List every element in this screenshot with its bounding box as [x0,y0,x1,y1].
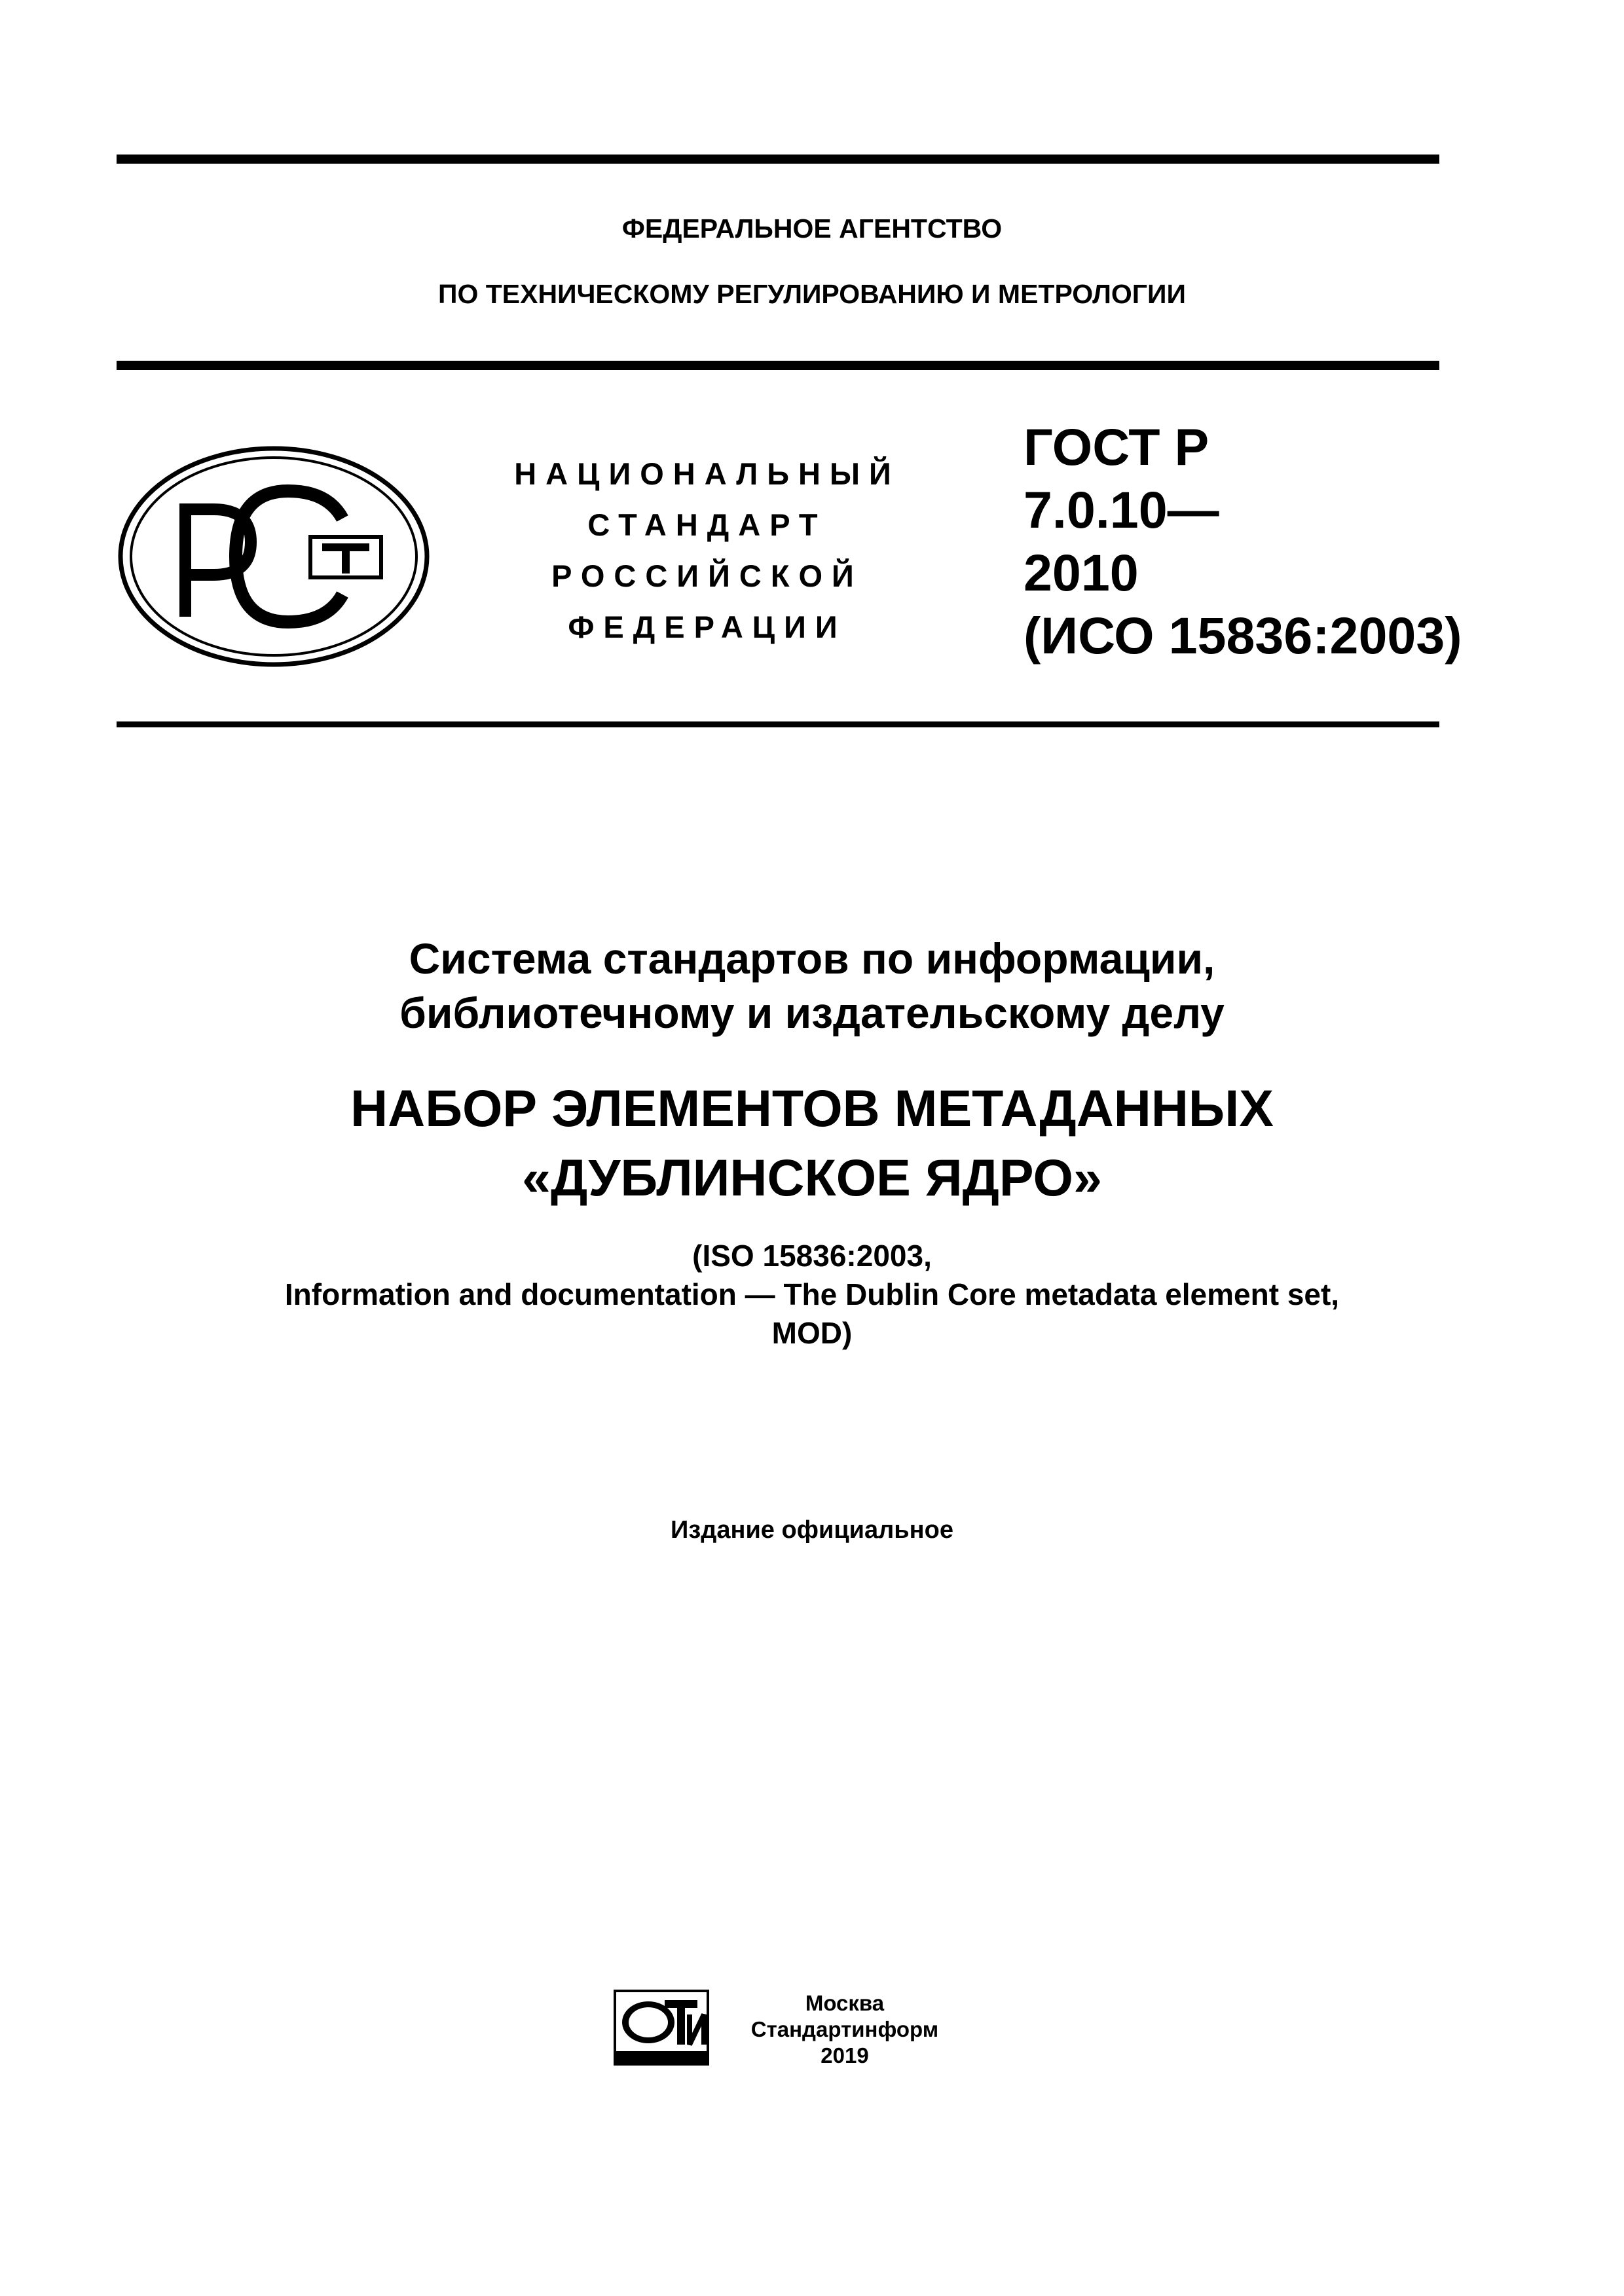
designation-line-1: ГОСТ Р [1024,418,1209,476]
series-title-line-1: Система стандартов по информации, [409,934,1215,983]
publisher-city: Москва [805,1991,885,2015]
main-title-line-2: «ДУБЛИНСКОЕ ЯДРО» [522,1148,1102,1207]
agency-rule [117,361,1439,370]
intl-standard-line-2: Information and documentation — The Dublin Core metadata element set, [284,1277,1340,1311]
rst-gost-mark-icon [117,445,431,668]
agency-line-2: ПО ТЕХНИЧЕСКОМУ РЕГУЛИРОВАНИЮ И МЕТРОЛОГИИ [438,279,1186,309]
designation-line-3: 2010 [1024,543,1139,602]
edition-label: Издание официальное [671,1516,953,1544]
standartinform-logo-icon [612,1988,710,2067]
standard-type-line-2: СТАНДАРТ [587,507,827,542]
standard-designation [1024,416,1462,667]
publisher-name: Стандартинформ [750,2017,939,2041]
standard-type-line-3: РОССИЙСКОЙ [551,558,863,593]
publisher-year: 2019 [821,2043,869,2068]
standard-type-line-1: НАЦИОНАЛЬНЫЙ [514,456,900,491]
standard-type-line-4: ФЕДЕРАЦИИ [568,610,847,644]
top-rule [117,155,1439,164]
main-title-line-1: НАБОР ЭЛЕМЕНТОВ МЕТАДАННЫХ [350,1079,1274,1137]
series-title-line-2: библиотечному и издательскому делу [399,989,1225,1037]
agency-line-1: ФЕДЕРАЛЬНОЕ АГЕНТСТВО [621,213,1003,244]
intl-standard-line-3: MOD) [771,1316,853,1350]
designation-line-4: (ИСО 15836:2003) [1024,606,1462,665]
header-bottom-rule [117,721,1439,727]
publisher-block [720,1990,969,2069]
designation-line-2: 7.0.10— [1024,481,1219,539]
intl-standard-line-1: (ISO 15836:2003, [692,1239,932,1273]
standard-type-block [471,448,943,653]
